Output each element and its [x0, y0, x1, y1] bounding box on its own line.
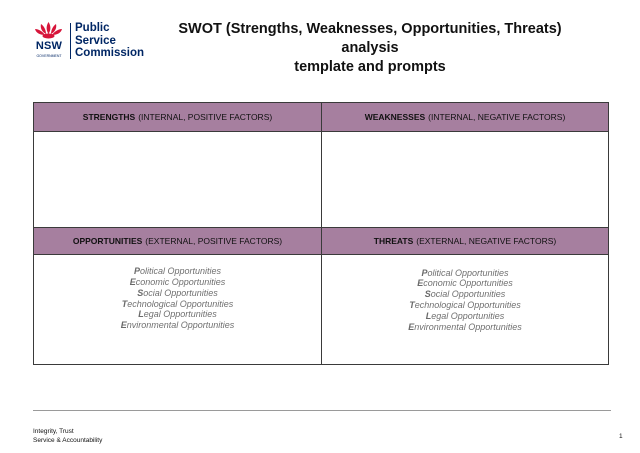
threats-label: THREATS [373, 236, 414, 246]
grid-divider-horizontal [34, 131, 608, 132]
prompt-initial: T [409, 300, 415, 310]
prompt-text: olitical Opportunities [427, 267, 509, 278]
prompt-initial: P [133, 266, 140, 277]
footer-divider [33, 410, 611, 411]
opportunities-label: OPPORTUNITIES [72, 236, 143, 246]
prompt-text: echnological Opportunities [127, 298, 234, 309]
threats-prompt [409, 300, 521, 311]
threats-prompt [421, 268, 508, 279]
threats-header [322, 228, 608, 254]
prompt-text: nvironmental Opportunities [126, 320, 235, 331]
prompt-text: ocial Opportunities [143, 287, 218, 298]
opportunities-prompt [138, 309, 217, 320]
strengths-header [34, 103, 321, 131]
opportunities-prompt [122, 299, 234, 310]
page-title [160, 20, 580, 77]
prompt-initial: E [120, 320, 127, 331]
prompt-text: nvironmental Opportunities [414, 321, 522, 332]
prompt-initial: E [408, 321, 415, 332]
page-title-line: template and prompts [294, 59, 446, 75]
footer-line: Integrity, Trust [33, 428, 74, 435]
grid-divider-horizontal [34, 227, 608, 228]
prompt-text: ocial Opportunities [430, 289, 506, 300]
prompt-initial: L [138, 309, 144, 320]
grid-divider-vertical [321, 103, 322, 364]
footer-tagline [33, 427, 102, 445]
prompt-initial: L [425, 310, 432, 321]
prompt-initial: S [424, 289, 431, 300]
weaknesses-cell[interactable] [322, 132, 608, 227]
strengths-qualifier: (INTERNAL, POSITIVE FACTORS) [138, 112, 273, 122]
logo-org-name [75, 22, 144, 60]
logo-divider [70, 23, 71, 59]
logo-org-line: Commission [75, 47, 145, 59]
threats-cell[interactable] [322, 255, 608, 364]
opportunities-cell[interactable] [34, 255, 321, 364]
logo-org-line: Public [75, 22, 110, 34]
prompt-text: conomic Opportunities [135, 276, 226, 287]
opportunities-prompt [134, 266, 221, 277]
prompt-text: conomic Opportunities [423, 278, 513, 289]
opportunities-prompt [130, 277, 226, 288]
threats-prompt [425, 289, 506, 300]
threats-qualifier: (EXTERNAL, NEGATIVE FACTORS) [416, 236, 557, 246]
strengths-cell[interactable] [34, 132, 321, 227]
opportunities-qualifier: (EXTERNAL, POSITIVE FACTORS) [145, 236, 283, 246]
prompt-initial: S [137, 287, 144, 298]
prompt-text: egal Opportunities [431, 310, 505, 321]
logo-government-text: GOVERNMENT [36, 54, 62, 58]
opportunities-prompt [121, 320, 235, 331]
prompt-initial: P [421, 267, 428, 278]
page-title-line: SWOT (Strengths, Weaknesses, Opportunities, Threats) analysis [178, 21, 562, 56]
threats-prompt [408, 322, 522, 333]
opportunities-prompt [137, 288, 218, 299]
prompt-text: echnological Opportunities [414, 300, 521, 310]
weaknesses-header [322, 103, 608, 131]
logo-org-line: Service [75, 34, 116, 47]
weaknesses-qualifier: (INTERNAL, NEGATIVE FACTORS) [428, 112, 566, 122]
prompt-initial: E [129, 276, 136, 287]
prompt-text: olitical Opportunities [139, 266, 222, 277]
grid-divider-horizontal [34, 254, 608, 255]
prompt-text: egal Opportunities [143, 309, 217, 320]
opportunities-header [34, 228, 321, 254]
swot-table [33, 102, 609, 365]
prompt-initial: E [417, 278, 424, 289]
prompt-initial: T [121, 298, 128, 309]
footer-line: Service & Accountability [33, 437, 103, 444]
page-number: 1 [619, 433, 623, 440]
threats-prompt [417, 278, 513, 289]
threats-prompt [426, 311, 505, 322]
logo-nsw-text: NSW [35, 40, 63, 52]
weaknesses-label: WEAKNESSES [364, 112, 426, 122]
strengths-label: STRENGTHS [82, 112, 136, 122]
nsw-psc-logo [32, 21, 150, 63]
